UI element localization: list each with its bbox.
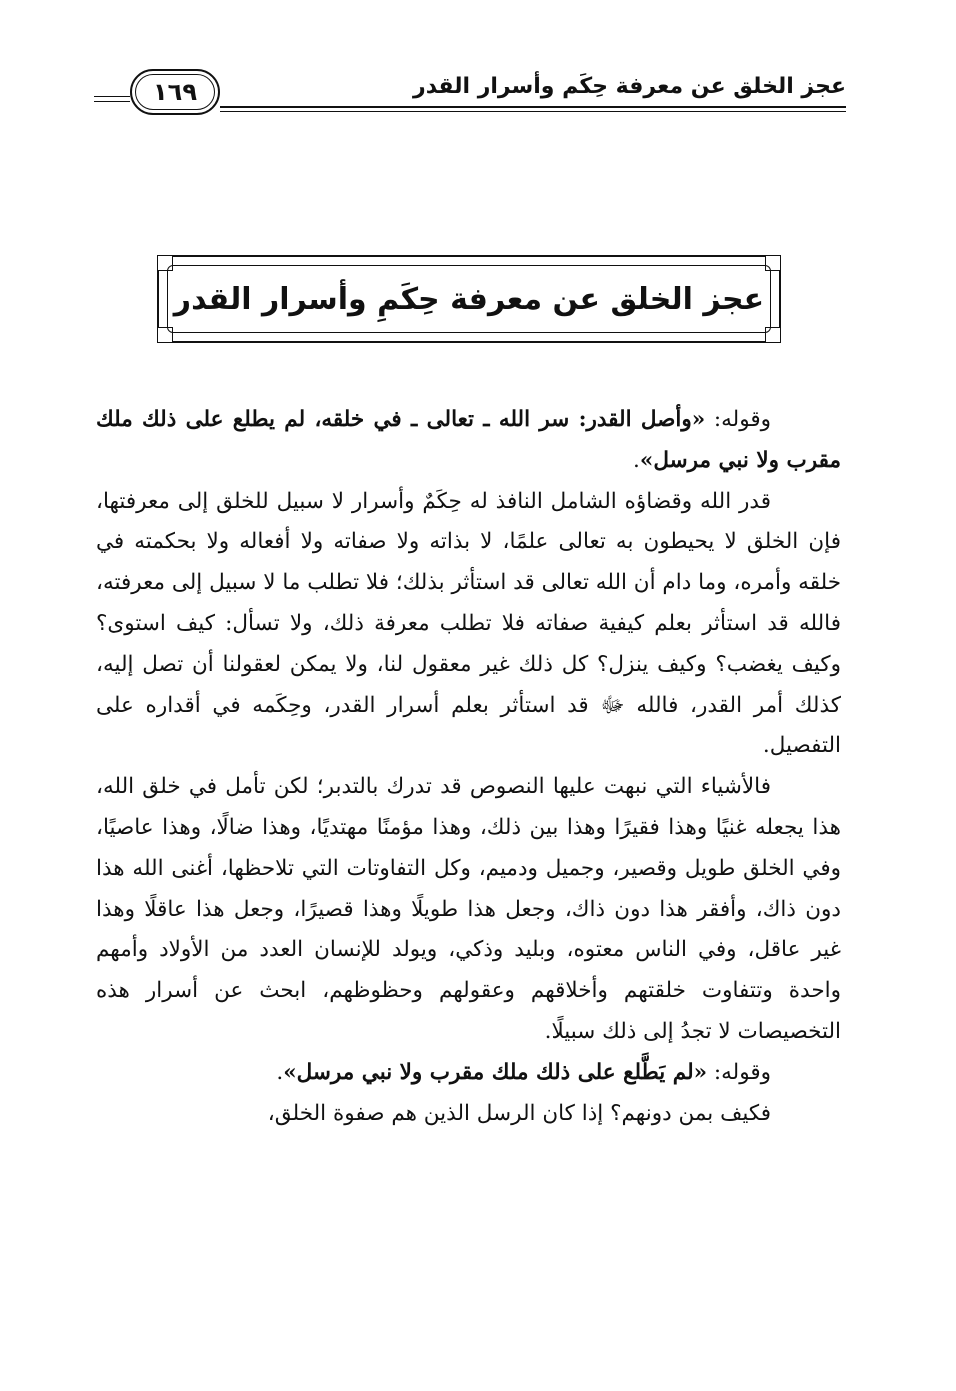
paragraph-4 — [96, 1053, 841, 1094]
chapter-title-frame — [167, 265, 771, 333]
paragraph-3: فالأشياء التي نبهت عليها النصوص قد تدرك بالتدبر؛ لكن تأمل في خلق الله، هذا يجعله غنيًا وهذا فقيرًا وهذا بين ذلك، وهذا مؤمنًا مهتديًا، وهذا ضالًا، وهذا عاصيًا، وفي الخلق طويل وقصير، وجميل ودميم، وكل التفاوتات التي تلاحظها، أغنى الله هذا دون ذاك، وأفقر هذا دون ذاك، وجعل هذا طويلًا وهذا قصيرًا، وجعل هذا عاقلًا وهذا غير عاقل، وفي الناس معتوه، وبليد وذكي، ويولد للإنسان العدد من الأولاد وأمهم واحدة وتتفاوت خلقتهم وأخلاقهم وعقولهم وحظوظهم، ابحث عن أسرار هذه التخصيصات لا تجدُ إلى ذلك سبيلًا. — [96, 774, 841, 1044]
chapter-title: عجز الخلق عن معرفة حِكَمِ وأسرار القدر — [173, 281, 765, 317]
punctuation: . — [633, 447, 640, 473]
quote-intro: وقوله: — [705, 407, 771, 432]
chapter-title-box — [157, 255, 781, 343]
punctuation: . — [276, 1059, 284, 1085]
paragraph-5: فكيف بمن دونهم؟ إذا كان الرسل الذين هم صفوة الخلق، — [267, 1100, 771, 1126]
header-title: عجز الخلق عن معرفة حِكَم وأسرار القدر — [413, 74, 846, 99]
quote-intro: وقوله: — [707, 1059, 771, 1085]
header-rule-top — [220, 106, 846, 108]
quoted-text: «وأصل القدر: سر الله ـ تعالى ـ في خلقه، لم يطلع على ذلك ملك مقرب ولا نبي مرسل» — [96, 407, 841, 473]
body-text — [96, 400, 841, 1134]
page-number: ١٦٩ — [153, 78, 197, 106]
running-header — [94, 66, 846, 126]
header-rule-left-top — [94, 96, 130, 97]
header-rule-left-bottom — [94, 101, 130, 102]
page-number-frame — [130, 69, 220, 115]
header-rule-bottom — [220, 111, 846, 112]
paragraph-1 — [96, 400, 841, 482]
quoted-text: «لم يَطَّلع على ذلك ملك مقرب ولا نبي مرسل» — [283, 1059, 708, 1085]
paragraph-2: قدر الله وقضاؤه الشامل النافذ له حِكَمٌ وأسرار لا سبيل للخلق إلى معرفتها، فإن الخلق لا يحيطون به تعالى علمًا، لا بذاته ولا صفاته ولا أفعاله ولا بحكمته في خلقه وأمره، وما دام أن الله تعالى قد استأثر بذلك؛ فلا تطلب ما لا سبيل إلى معرفته، فالله قد استأثر بعلم كيفية صفاته فلا تطلب معرفة ذلك، ولا تسأل: كيف استوى؟ وكيف يغضب؟ وكيف ينزل؟ كل ذلك غير معقول لنا، ولا يمكن لعقولنا أن تصل إليه، كذلك أمر القدر، فالله ﷻ قد استأثر بعلم أسرار القدر، وحِكَمه في أقداره على التفصيل. — [96, 488, 841, 759]
